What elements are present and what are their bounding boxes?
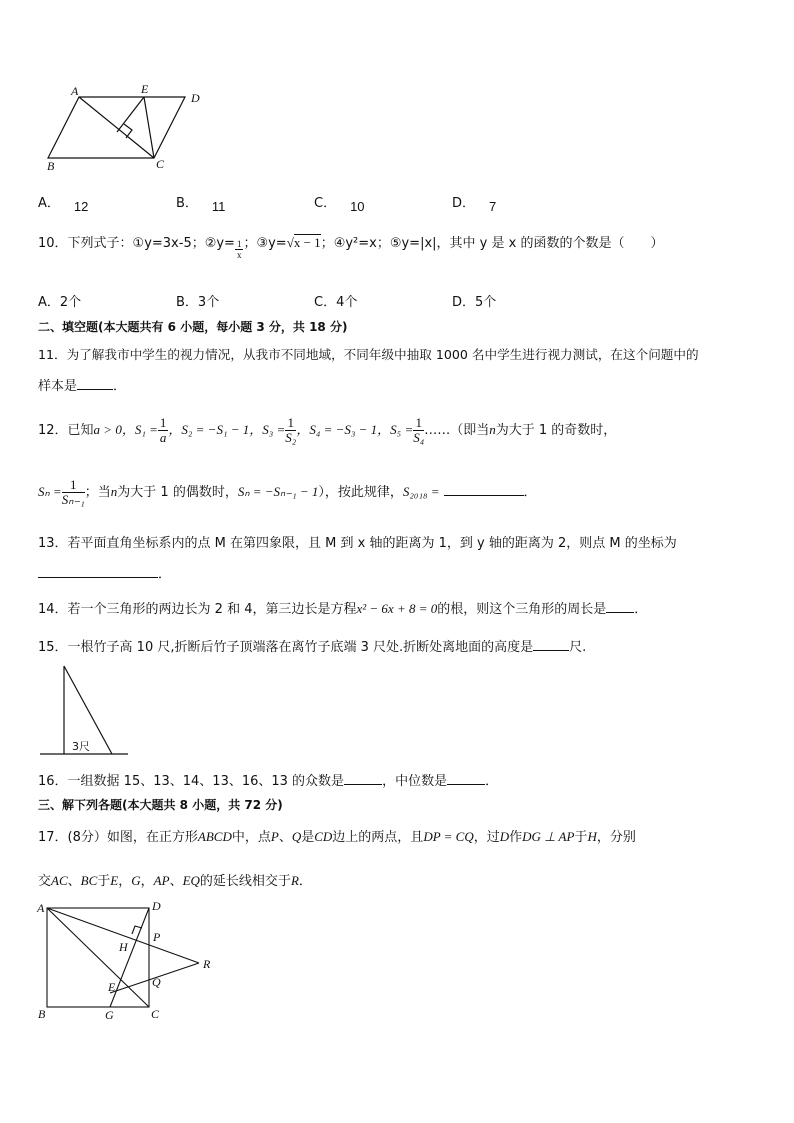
- q17-equation: DP = CQ: [423, 829, 474, 844]
- q17-sep: ，: [118, 874, 132, 889]
- q17-line1: [38, 826, 636, 845]
- parallelogram-figure: [40, 82, 210, 174]
- q17-text: 17．(8分）如图，在正方形: [38, 830, 198, 845]
- q12-end: ．: [523, 485, 537, 500]
- q12-tail1: ……（即当: [424, 423, 490, 438]
- option-value: 2个: [59, 295, 82, 310]
- bamboo-distance-label: 3尺: [72, 740, 90, 753]
- frac-den: S₄: [413, 430, 425, 445]
- q12-condition: a > 0: [93, 422, 122, 437]
- option-letter: C．: [314, 295, 337, 310]
- q10-option-b[interactable]: [176, 291, 219, 310]
- q13-line1: 13．若平面直角坐标系内的点 M 在第四象限，且 M 到 x 轴的距离为 1，到 y 轴的距离为 2，则点 M 的坐标为: [38, 536, 677, 551]
- option-value: 11: [211, 199, 226, 214]
- q10-option-d[interactable]: [452, 291, 496, 310]
- q17-text: 作: [509, 830, 523, 845]
- q10-stem: [38, 232, 664, 260]
- q17-point-d: D: [499, 829, 510, 844]
- frac-den: x: [236, 250, 242, 260]
- label-E: E: [141, 82, 149, 96]
- option-value: 4个: [336, 295, 358, 310]
- q13-line2: [38, 563, 171, 582]
- q17-text: 中，点: [231, 830, 271, 845]
- option-value: 12: [73, 199, 89, 214]
- option-value: 3个: [197, 295, 220, 310]
- q17-line2: [38, 870, 312, 889]
- q17-text: 交: [38, 874, 52, 889]
- q17-point-p: P: [270, 829, 279, 844]
- q13-end: ．: [158, 567, 172, 582]
- q10-mid: ；③y=: [243, 236, 287, 251]
- frac-num: 1: [159, 415, 167, 430]
- q9-option-c[interactable]: [314, 192, 365, 214]
- q12-s2: ，S₂ = −S₁ − 1，S₃ =: [168, 422, 286, 437]
- option-value: 7: [489, 199, 497, 214]
- q12-s2018: S₂₀₁₈ =: [402, 484, 440, 499]
- label-C: C: [151, 1007, 160, 1021]
- q17-point-r: R: [290, 873, 299, 888]
- option-letter: D．: [452, 196, 476, 211]
- q17-line-bc: BC: [80, 873, 98, 888]
- q11-label: 样本是: [38, 379, 78, 394]
- q17-perpendicular: DG ⊥ AP: [522, 829, 575, 844]
- q10-sqrt: √x − 1: [286, 235, 321, 250]
- q9-option-a[interactable]: [38, 192, 89, 214]
- q17-point-e: E: [110, 873, 119, 888]
- q12-sn-frac: [62, 478, 85, 507]
- frac-num: 1: [285, 416, 296, 431]
- sqrt-body: x − 1: [293, 235, 321, 250]
- q15-prefix: 15．一根竹子高 10 尺,折断后竹子顶端落在离竹子底端 3 尺处.折断处离地面的高度是: [38, 640, 534, 655]
- square-figure: [34, 896, 224, 1026]
- q16-median-blank[interactable]: [447, 772, 485, 785]
- label-C: C: [156, 157, 165, 171]
- q17-point-q: Q: [291, 829, 302, 844]
- q12-prefix: 12．已知: [38, 423, 94, 438]
- frac-den: a: [159, 430, 167, 445]
- q17-text: 是: [301, 830, 315, 845]
- q14-stem: [38, 598, 647, 617]
- q12-s1-frac: [158, 416, 169, 445]
- label-P: P: [153, 930, 161, 944]
- q10-fraction: [235, 239, 244, 260]
- label-A: A: [71, 84, 79, 98]
- q15-answer-blank[interactable]: [533, 638, 569, 651]
- q11-end: ．: [113, 379, 127, 394]
- q15-end: 尺.: [569, 640, 587, 655]
- q17-square: ABCD: [197, 829, 232, 844]
- q12-sn-even: Sₙ = −Sₙ₋₁ − 1: [237, 484, 319, 499]
- option-letter: B．: [176, 196, 198, 211]
- q17-end: ．: [298, 874, 312, 889]
- q17-text: 边上的两点，且: [332, 830, 424, 845]
- q10-option-c[interactable]: [314, 291, 357, 310]
- q14-answer-blank[interactable]: [606, 600, 634, 613]
- q12-mid3: ），按此规律，: [318, 485, 403, 500]
- q16-mode-blank[interactable]: [344, 772, 382, 785]
- frac-num: 1: [62, 478, 85, 493]
- q13-answer-blank[interactable]: [38, 565, 158, 578]
- section-3-heading: 三、解下列各题(本大题共 8 小题，共 72 分): [38, 798, 283, 812]
- q17-sep: 、: [278, 830, 292, 845]
- label-D: D: [152, 899, 161, 913]
- label-Q: Q: [152, 975, 161, 989]
- option-value: 10: [350, 199, 365, 214]
- q10-suffix: ；④y²=x；⑤y=|x|，其中 y 是 x 的函数的个数是（ ）: [320, 236, 664, 251]
- q17-text: ，分别: [596, 830, 636, 845]
- q12-s3-frac: [285, 416, 296, 445]
- q12-tail2: 为大于 1 的奇数时，: [495, 423, 617, 438]
- q17-line-ap: AP: [153, 873, 170, 888]
- q12-mid: ；当: [84, 485, 111, 500]
- q12-sn: Sₙ =: [38, 484, 62, 499]
- q14-end: ．: [634, 602, 648, 617]
- q16-prefix: 16．一组数据 15、13、14、13、16、13 的众数是: [38, 774, 345, 789]
- q17-sep: ，: [140, 874, 154, 889]
- q12-s5-frac: [413, 416, 424, 445]
- label-E: E: [108, 980, 116, 994]
- q11-answer-blank[interactable]: [77, 377, 113, 390]
- option-value: 5个: [475, 295, 497, 310]
- option-letter: A．: [38, 295, 60, 310]
- option-letter: D．: [452, 295, 476, 310]
- label-R: R: [203, 957, 211, 971]
- q17-text: 于: [574, 830, 588, 845]
- label-B: B: [47, 159, 55, 173]
- q15-stem: [38, 636, 586, 655]
- q17-text: 的延长线相交于: [199, 874, 291, 889]
- option-letter: A．: [38, 196, 60, 211]
- q9-option-d[interactable]: [452, 192, 497, 214]
- q12-s4: ，S₄ = −S₃ − 1，S₅ =: [296, 422, 414, 437]
- q16-end: ．: [485, 774, 499, 789]
- q12-s1: ，S₁ =: [121, 422, 158, 437]
- q14-equation: x² − 6x + 8 = 0: [356, 601, 438, 616]
- q16-stem: [38, 770, 498, 789]
- q10-prefix: 10．下列式子：①y=3x-5；②y=: [38, 236, 235, 251]
- q9-option-b[interactable]: [176, 192, 226, 214]
- q16-mid: ，中位数是: [382, 774, 448, 789]
- option-letter: B．: [176, 295, 198, 310]
- q17-point-h: H: [587, 829, 597, 844]
- q12-n: n: [489, 422, 496, 437]
- q12-line2: [38, 472, 537, 513]
- q17-text: ，过: [473, 830, 500, 845]
- q11-line1: 11．为了解我市中学生的视力情况，从我市不同地域，不同年级中抽取 1000 名中学生进行视力测试，在这个问题中的: [38, 347, 699, 362]
- q12-n: n: [110, 484, 118, 499]
- q12-answer-blank[interactable]: [444, 483, 524, 496]
- label-D: D: [191, 91, 200, 105]
- label-B: B: [38, 1007, 46, 1021]
- q11-line2: [38, 375, 126, 394]
- q12-line1: [38, 410, 616, 451]
- label-H: H: [119, 940, 128, 954]
- q17-sep: 、: [169, 874, 183, 889]
- q17-line-eq: EQ: [182, 873, 200, 888]
- q17-point-g: G: [131, 873, 141, 888]
- q17-side-cd: CD: [314, 829, 333, 844]
- frac-num: 1: [236, 239, 242, 249]
- q17-text: 于: [97, 874, 111, 889]
- section-2-heading: 二、填空题(本大题共有 6 小题，每小题 3 分，共 18 分): [38, 320, 348, 334]
- option-letter: C．: [314, 196, 337, 211]
- label-G: G: [105, 1008, 114, 1022]
- frac-num: 1: [413, 416, 424, 431]
- q17-line-ac: AC: [51, 873, 68, 888]
- frac-den: S₂: [285, 430, 297, 445]
- q14-suffix: 的根，则这个三角形的周长是: [437, 602, 607, 617]
- q12-mid2: 为大于 1 的偶数时，: [117, 485, 238, 500]
- q10-option-a[interactable]: [38, 291, 81, 310]
- q14-prefix: 14．若一个三角形的两边长为 2 和 4，第三边长是方程: [38, 602, 357, 617]
- q17-sep: 、: [67, 874, 81, 889]
- label-A: A: [37, 901, 45, 915]
- frac-den: Sₙ₋₁: [61, 492, 85, 507]
